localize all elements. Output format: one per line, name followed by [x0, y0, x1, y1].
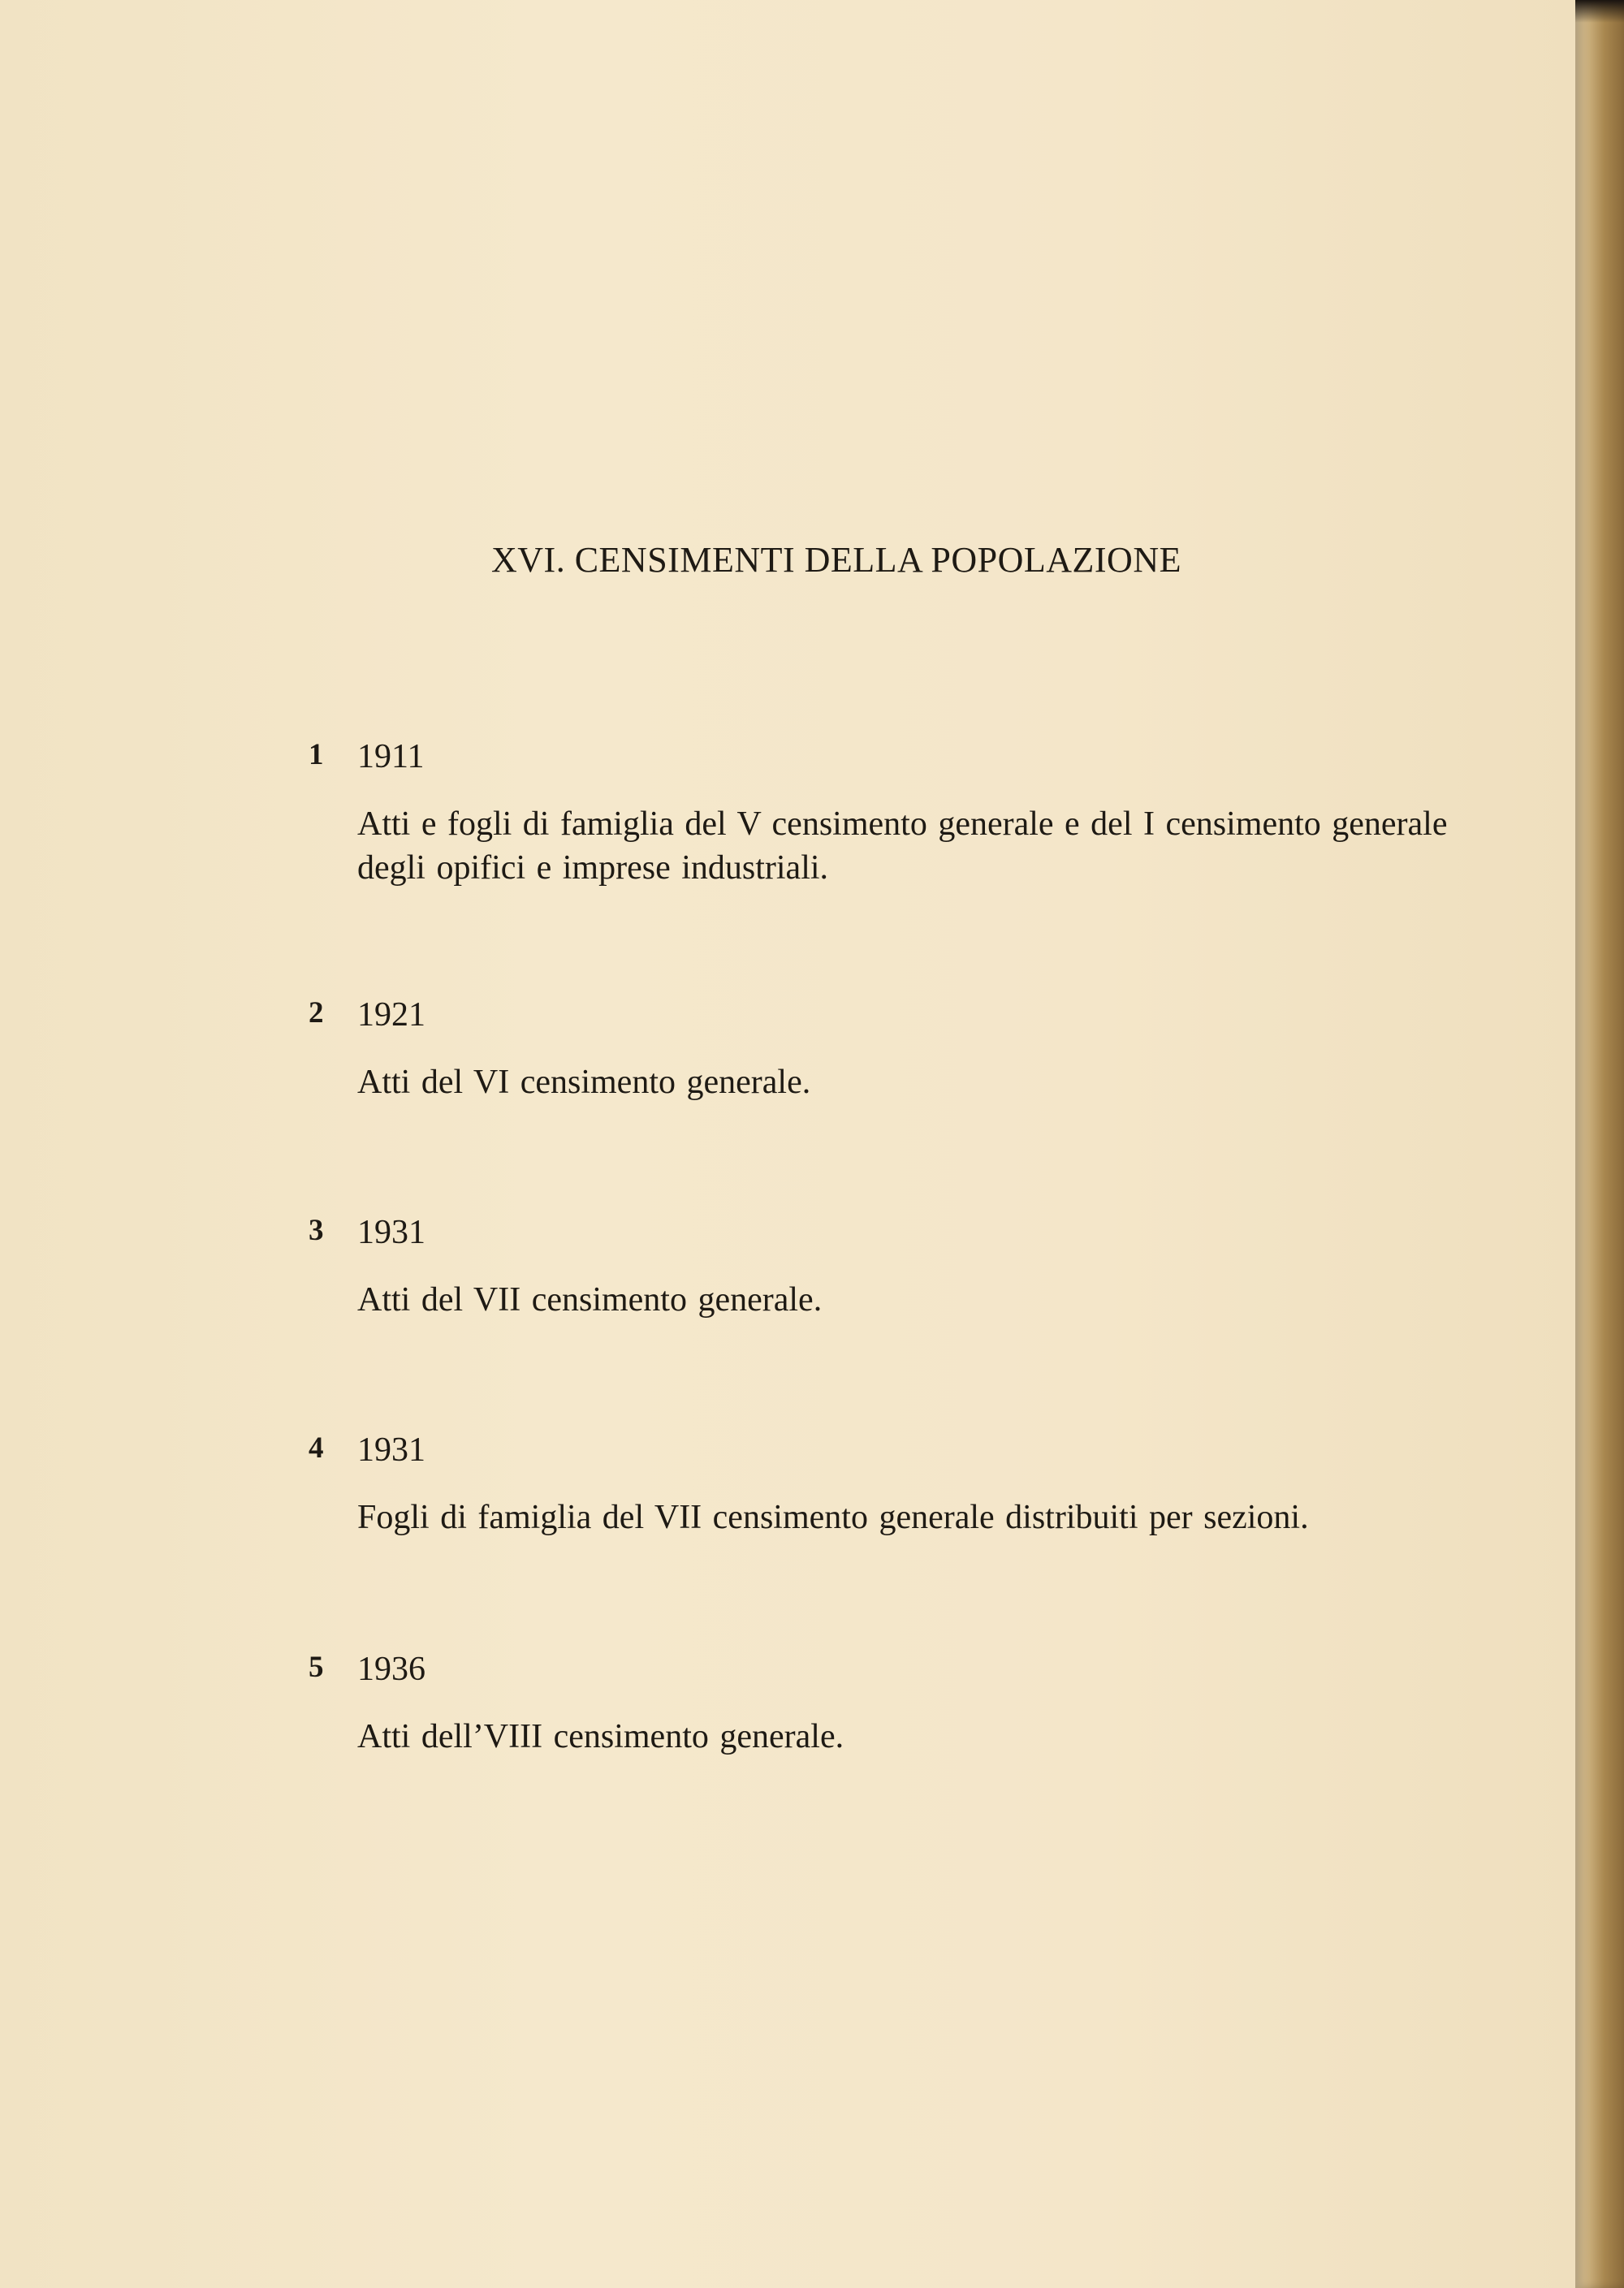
entry-description: Atti del VII censimento generale. — [357, 1281, 823, 1319]
entry-description: Atti dell’VIII censimento generale. — [357, 1718, 844, 1755]
entry-year: 1931 — [357, 1214, 425, 1251]
section-title: XVI. CENSIMENTI DELLA POPOLAZIONE — [491, 540, 1181, 580]
entry-description: Fogli di famiglia del VII censimento generale distribuiti per sezioni. — [357, 1499, 1309, 1536]
entry-year: 1921 — [357, 996, 425, 1034]
entry-year: 1911 — [357, 738, 425, 775]
corner-shadow — [1575, 0, 1624, 23]
entry-year: 1931 — [357, 1431, 425, 1469]
page-edge — [1575, 0, 1624, 2288]
entry-number: 2 — [309, 996, 324, 1030]
entry-number: 5 — [309, 1651, 324, 1684]
entry-year: 1936 — [357, 1651, 425, 1688]
entry-description: Atti del VI censimento generale. — [357, 1064, 811, 1101]
entry-number: 3 — [309, 1214, 324, 1247]
entry-number: 1 — [309, 738, 324, 771]
entry-number: 4 — [309, 1431, 324, 1465]
entry-description: Atti e fogli di famiglia del V censimento generale e del I censimento generale degli opifici e imprese industriali. — [357, 805, 1448, 887]
